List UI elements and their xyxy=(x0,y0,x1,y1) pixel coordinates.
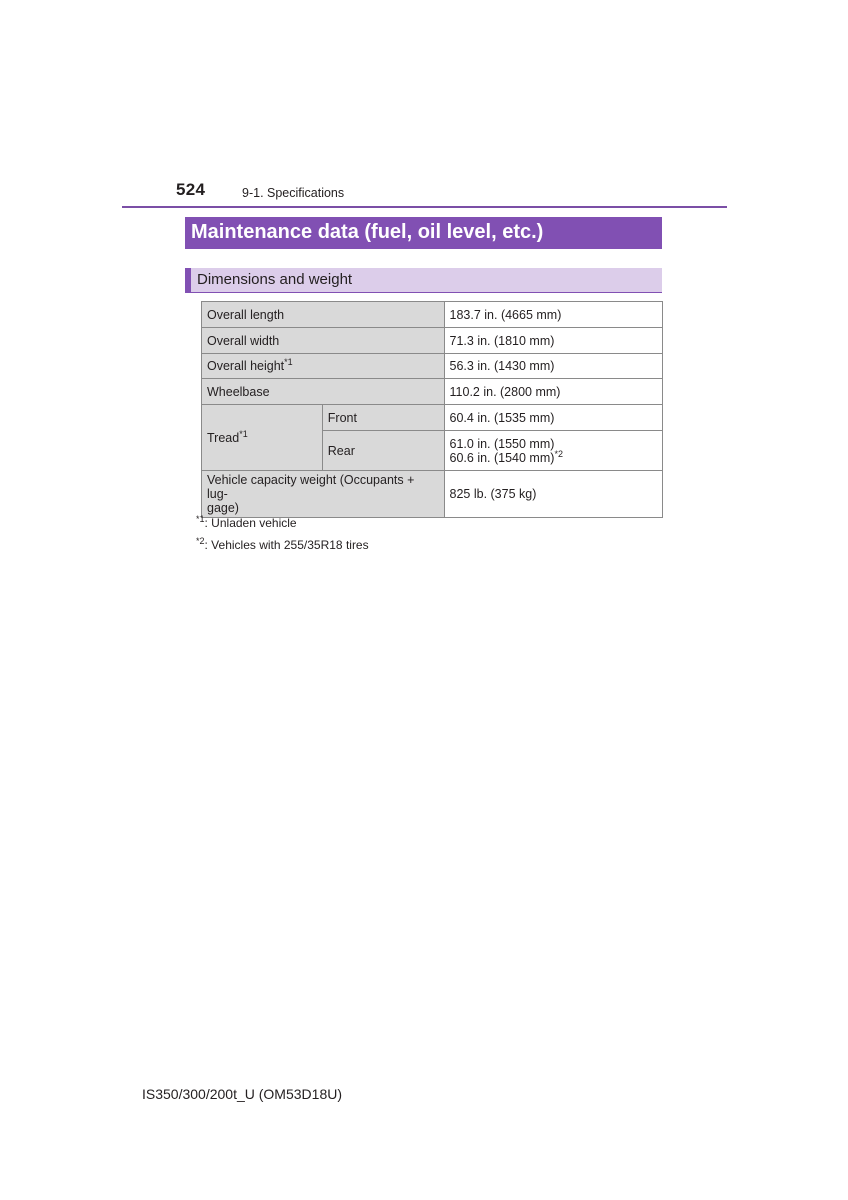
wheelbase-label: Wheelbase xyxy=(202,379,445,405)
footnote-mark: *1 xyxy=(196,514,205,524)
tread-rear-value-cell xyxy=(444,431,662,471)
tread-rear-label: Rear xyxy=(322,431,444,471)
dimensions-table xyxy=(201,301,663,518)
footnote-mark: *1 xyxy=(239,428,248,439)
footnote-1 xyxy=(196,516,369,538)
overall-height-value: 56.3 in. (1430 mm) xyxy=(444,354,662,379)
wheelbase-value: 110.2 in. (2800 mm) xyxy=(444,379,662,405)
footnote-text: : Unladen vehicle xyxy=(204,516,297,530)
section-label: 9-1. Specifications xyxy=(242,186,345,200)
capacity-label-line1: Vehicle capacity weight (Occupants + lug- xyxy=(207,473,415,501)
tread-front-value: 60.4 in. (1535 mm) xyxy=(444,405,662,431)
capacity-label-line2: gage) xyxy=(207,501,239,515)
table-row xyxy=(202,328,663,354)
footnote-mark: *2 xyxy=(196,536,205,546)
capacity-value: 825 lb. (375 kg) xyxy=(444,471,662,518)
overall-length-label: Overall length xyxy=(202,302,445,328)
capacity-label-cell xyxy=(202,471,445,518)
table-row xyxy=(202,354,663,379)
table-row xyxy=(202,379,663,405)
overall-length-value: 183.7 in. (4665 mm) xyxy=(444,302,662,328)
header-rule xyxy=(122,206,727,208)
footnotes xyxy=(196,516,369,560)
footnote-2 xyxy=(196,538,369,560)
footnote-text: : Vehicles with 255/35R18 tires xyxy=(204,538,369,552)
tread-rear-value-line2: 60.6 in. (1540 mm) xyxy=(449,450,555,465)
table-row xyxy=(202,471,663,518)
table-row xyxy=(202,302,663,328)
overall-width-label: Overall width xyxy=(202,328,445,354)
section-subtitle: Dimensions and weight xyxy=(185,268,662,293)
footnote-mark: *1 xyxy=(284,357,293,367)
tread-label: Tread xyxy=(207,430,240,445)
overall-height-label: Overall height xyxy=(207,359,285,373)
tread-front-label: Front xyxy=(322,405,444,431)
overall-height-label-cell xyxy=(202,354,445,379)
tread-rear-value-line1: 61.0 in. (1550 mm) xyxy=(449,436,555,451)
table-row xyxy=(202,405,663,431)
page-number: 524 xyxy=(176,180,206,199)
tread-rear-value-line2-wrap xyxy=(449,448,657,465)
overall-width-value: 71.3 in. (1810 mm) xyxy=(444,328,662,354)
footer-model-code: IS350/300/200t_U (OM53D18U) xyxy=(142,1086,342,1102)
page-title: Maintenance data (fuel, oil level, etc.) xyxy=(185,217,662,249)
tread-label-cell xyxy=(202,405,323,471)
footnote-mark: *2 xyxy=(554,448,563,459)
